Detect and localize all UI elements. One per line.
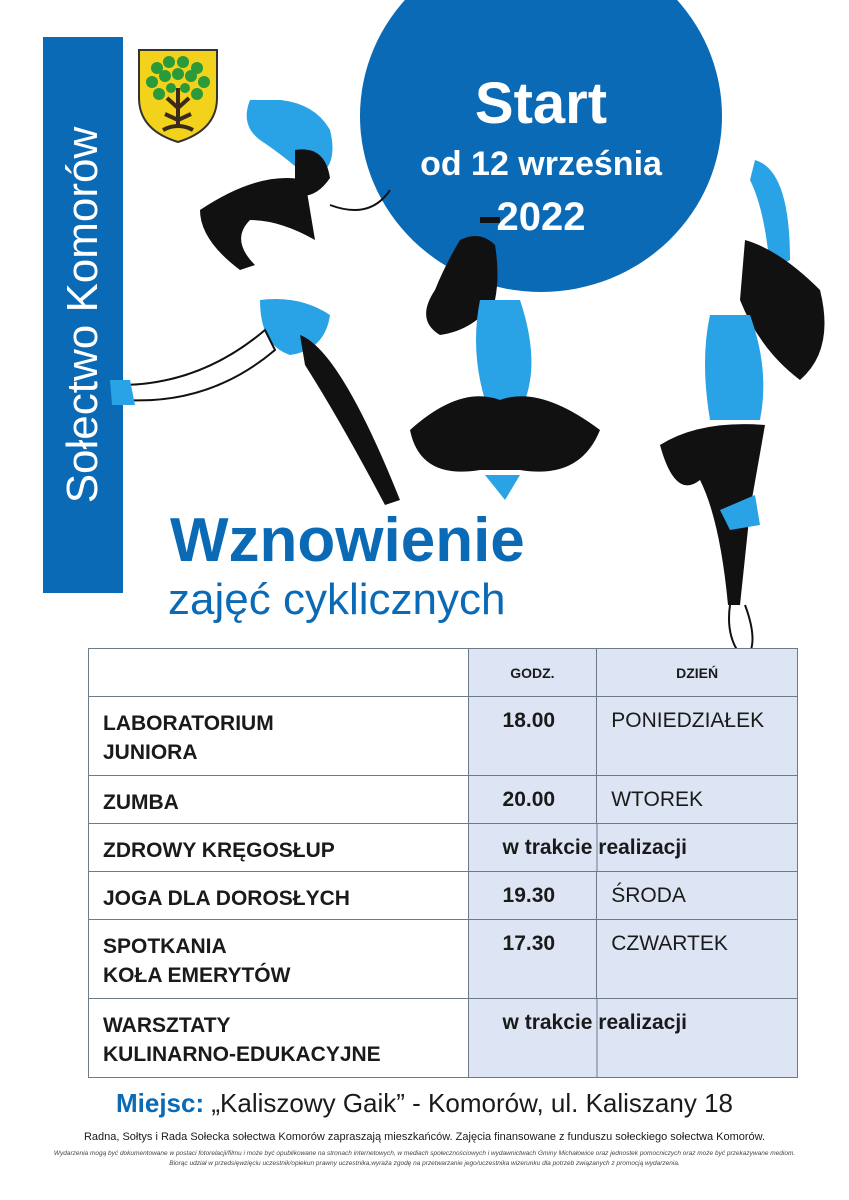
privacy-note-1: Wydarzenia mogą być dokumentowane w postaci fotorelacji/filmu i może być opublikowane na stronach internetowych, w mediach społecznościowych i wydawnictwach Gminy Michałowice oraz jednostek pomocniczych oraz może być przekazywane mediom. (53, 1150, 796, 1157)
activity-name: SPOTKANIA KOŁA EMERYTÓW (103, 935, 291, 987)
headline: Wznowienie (170, 506, 525, 575)
activity-name: ZDROWY KRĘGOSŁUP (103, 839, 335, 862)
table-row (89, 697, 798, 776)
activity-day: WTOREK (611, 788, 704, 811)
dancer-running-figure (110, 100, 400, 505)
dancer-lotus-figure (410, 220, 600, 500)
venue-label: Miejsc: (115, 1088, 205, 1118)
invite-text: Radna, Sołtys i Rada Sołecka sołectwa Komorów zapraszają mieszkańców. Zajęcia finansowane z funduszu sołeckiego sołectwa Komorów. (83, 1131, 766, 1143)
table-header-row (89, 649, 798, 697)
activity-name: WARSZTATY KULINARNO-EDUKACYJNE (103, 1014, 381, 1066)
table-row (89, 999, 798, 1078)
venue-line (0, 1088, 849, 1119)
activity-name: ZUMBA (103, 791, 179, 814)
activity-name: LABORATORIUM JUNIORA (103, 712, 274, 764)
header-time: GODZ. (468, 649, 597, 697)
banner-text: Sołectwo Komorów (58, 126, 107, 504)
start-year: 2022 (496, 195, 586, 239)
table-row (89, 776, 798, 824)
header-activity (89, 649, 469, 697)
activity-time: 18.00 (502, 709, 556, 732)
table-row (89, 824, 798, 872)
activity-time: 19.30 (502, 884, 556, 907)
table-row (89, 872, 798, 920)
activity-time: 20.00 (502, 788, 556, 811)
activity-day: ŚRODA (611, 884, 686, 907)
subheadline: zajęć cyklicznych (168, 575, 506, 624)
dancer-tree-figure (660, 160, 825, 660)
activity-status: w trakcie realizacji (502, 836, 687, 859)
start-word: Start (474, 71, 608, 136)
activity-name: JOGA DLA DOROSŁYCH (103, 887, 350, 910)
activity-time: 17.30 (502, 932, 556, 955)
table-row (89, 920, 798, 999)
activity-status: w trakcie realizacji (502, 1011, 687, 1034)
schedule-table (88, 648, 798, 1078)
activity-day: CZWARTEK (611, 932, 728, 955)
header-day: DZIEŃ (597, 649, 798, 697)
privacy-note-2: Biorąc udział w przedsięwzięciu uczestnik/opiekun prawny uczestnika,wyraża zgodę na przetwarzanie jego/uczestnika wizerunku dla potrzeb związanych z promocją wydarzenia. (169, 1160, 680, 1167)
venue-address: „Kaliszowy Gaik” - Komorów, ul. Kaliszany 18 (204, 1088, 733, 1118)
activity-day: PONIEDZIAŁEK (611, 709, 765, 732)
start-date: od 12 września (420, 145, 662, 183)
